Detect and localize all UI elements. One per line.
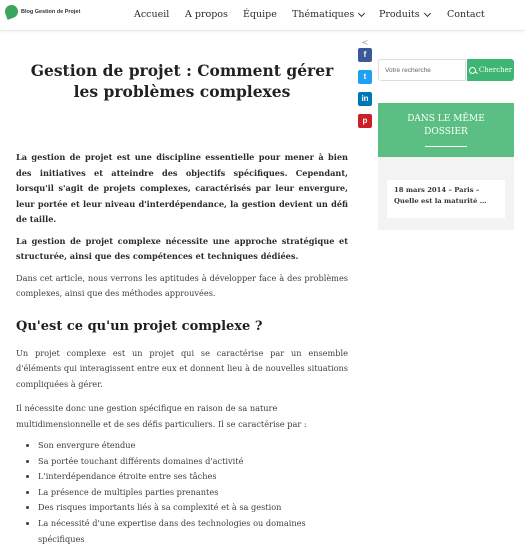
nav-produits[interactable]: Produits bbox=[379, 9, 430, 20]
list-item: • Des risques importants liés à sa complexité et à sa gestion bbox=[38, 500, 348, 516]
social-share-bar bbox=[358, 38, 372, 136]
nav-equipe[interactable]: Équipe bbox=[243, 9, 277, 20]
facebook-share-icon[interactable]: f bbox=[358, 48, 372, 62]
article-paragraph: La gestion de projet complexe nécessite une approche stratégique et structurée, ainsi que des compétences et techniques dédiées. bbox=[16, 235, 348, 261]
share-icon: < bbox=[361, 38, 369, 47]
list-item: • Sa portée touchant différents domaines d'activité bbox=[38, 454, 348, 470]
search-form bbox=[378, 59, 514, 81]
nav-accueil[interactable]: Accueil bbox=[134, 9, 170, 20]
nav-thematiques[interactable]: Thématiques bbox=[292, 9, 364, 20]
list-item: • La nécessité d'une expertise dans des technologies ou domaines spécifiques bbox=[38, 516, 348, 547]
related-post-card[interactable] bbox=[387, 180, 505, 218]
site-header bbox=[0, 0, 525, 31]
article-paragraph: Un projet complexe est un projet qui se caractérise par un ensemble d'éléments qui interagissent entre eux et donnent lieu à de nouvelles situations compliquées à gérer. bbox=[16, 347, 348, 389]
chevron-down-icon bbox=[424, 9, 431, 16]
chevron-down-icon bbox=[358, 9, 365, 16]
widget-body bbox=[378, 157, 514, 230]
related-post-title: 18 mars 2014 – Paris – Quelle est la maturité … bbox=[394, 186, 487, 205]
widget-title: DANS LE MÊME DOSSIER bbox=[407, 114, 485, 137]
site-logo[interactable] bbox=[5, 5, 80, 18]
article-intro-paragraph: La gestion de projet est une discipline essentielle pour mener à bien des initiatives et atteindre des objectifs spécifiques. Cependant, lorsqu'il s'agit de projets complexes, caractérisés par leur envergure, leur portée et leur niveau d'interdépendance, la gestion devient un défi de taille. bbox=[16, 152, 348, 224]
nav-a-propos[interactable]: A propos bbox=[185, 9, 228, 20]
article bbox=[16, 60, 348, 547]
search-button-label: Chercher bbox=[478, 66, 513, 74]
twitter-share-icon[interactable]: t bbox=[358, 70, 372, 84]
list-item: • Son envergure étendue bbox=[38, 438, 348, 454]
list-item: • L'interdépendance étroite entre ses tâches bbox=[38, 469, 348, 485]
related-posts-widget bbox=[378, 103, 514, 230]
article-title: Gestion de projet : Comment gérer les problèmes complexes bbox=[30, 61, 334, 101]
divider bbox=[425, 146, 467, 147]
search-icon bbox=[469, 67, 476, 74]
nav-contact[interactable]: Contact bbox=[447, 9, 485, 20]
pinterest-share-icon[interactable]: p bbox=[358, 114, 372, 128]
list-item: • La présence de multiples parties prenantes bbox=[38, 485, 348, 501]
article-paragraph: Dans cet article, nous verrons les aptitudes à développer face à des problèmes complexes, ainsi que des méthodes approuvées. bbox=[16, 272, 348, 298]
site-logo-text: Blog Gestion de Projet bbox=[21, 8, 81, 15]
search-input[interactable]: Votre recherche bbox=[378, 59, 466, 81]
linkedin-share-icon[interactable]: in bbox=[358, 92, 372, 106]
widget-header bbox=[378, 103, 514, 157]
article-paragraph: Il nécessite donc une gestion spécifique en raison de sa nature multidimensionnelle et de ses défis particuliers. Il se caractérise par : bbox=[16, 403, 307, 429]
search-button[interactable] bbox=[467, 59, 514, 81]
characteristics-list bbox=[16, 438, 348, 547]
section-heading: Qu'est ce qu'un projet complexe ? bbox=[16, 318, 263, 334]
leaf-logo-icon bbox=[3, 3, 20, 20]
